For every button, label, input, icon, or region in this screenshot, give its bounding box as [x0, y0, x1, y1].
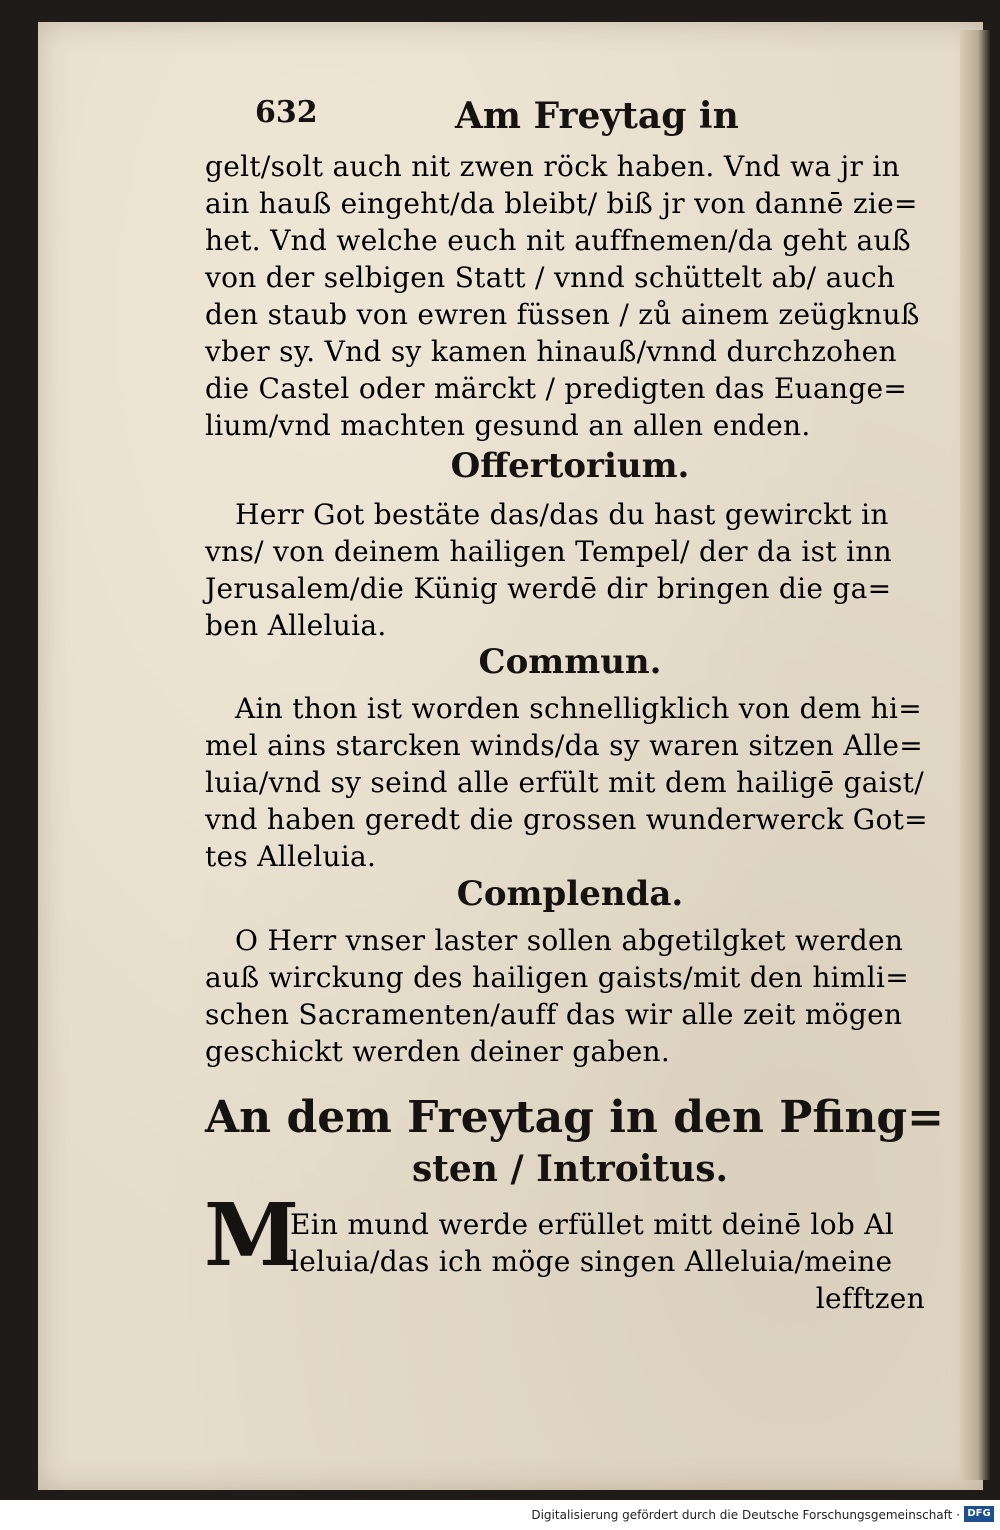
text-line: O Herr vnser laster sollen abgetilgket werden [235, 924, 904, 957]
text-line: gelt/solt auch nit zwen röck haben. Vnd wa jr in [205, 150, 901, 183]
text-line: von der selbigen Statt / vnnd schüttelt ab/ auch [205, 261, 896, 294]
catchword: lefftzen [815, 1282, 925, 1315]
decorated-initial: M [204, 1185, 300, 1286]
text-line: vnd haben geredt die grossen wunderwerck Got= [205, 803, 928, 836]
introitus-heading-line2: sten / Introitus. [411, 1148, 729, 1190]
offertorium-paragraph [205, 496, 935, 644]
text-line: die Castel oder märckt / predigten das Euange= [205, 372, 908, 405]
offertorium-heading: Offertorium. [450, 446, 690, 486]
footer-bar [0, 1500, 1000, 1530]
text-line: Jerusalem/die Künig werdē dir bringen die ga= [205, 572, 892, 605]
text-line: Ain thon ist worden schnelligklich von dem hi= [235, 692, 923, 725]
text-line: geschickt werden deiner gaben. [205, 1035, 671, 1068]
text-line: leluia/das ich möge singen Alleluia/meine [290, 1245, 893, 1278]
text-line: schen Sacramenten/auff das wir alle zeit mögen [205, 998, 903, 1031]
introitus-heading-line1: An dem Freytag in den Pfing= [205, 1092, 944, 1143]
dfg-logo: DFG [964, 1506, 994, 1522]
text-line: luia/vnd sy seind alle erfült mit dem hailigē gaist/ [205, 766, 924, 799]
text-line: ben Alleluia. [205, 609, 387, 642]
text-line: lium/vnd machten gesund an allen enden. [205, 409, 811, 442]
gospel-paragraph [205, 148, 935, 444]
text-line: auß wirckung des hailigen gaists/mit den himli= [205, 961, 910, 994]
text-line: den staub von ewren füssen / zů ainem zeügknuß [205, 298, 920, 331]
introitus-paragraph [290, 1206, 935, 1317]
text-line: het. Vnd welche euch nit auffnemen/da geht auß [205, 224, 911, 257]
running-title: Am Freytag in [455, 95, 739, 137]
complenda-heading: Complenda. [456, 874, 684, 914]
text-line: vber sy. Vnd sy kamen hinauß/vnnd durchzohen [205, 335, 897, 368]
commun-heading: Commun. [478, 642, 662, 682]
page-header [255, 95, 739, 145]
text-line: Ein mund werde erfüllet mitt deinē lob Al [290, 1208, 895, 1241]
text-line: ain hauß eingeht/da bleibt/ biß jr von dannē zie= [205, 187, 918, 220]
commun-paragraph [205, 690, 935, 875]
text-line: mel ains starcken winds/da sy waren sitzen Alle= [205, 729, 924, 762]
text-line: vns/ von deinem hailigen Tempel/ der da ist inn [205, 535, 892, 568]
text-line: Herr Got bestäte das/das du hast gewirckt in [235, 498, 889, 531]
page-edge [960, 30, 990, 1480]
text-line: tes Alleluia. [205, 840, 377, 873]
complenda-paragraph [205, 922, 935, 1070]
funding-notice: Digitalisierung gefördert durch die Deutsche Forschungsgemeinschaft · [531, 1508, 960, 1522]
page-number: 632 [255, 95, 318, 130]
